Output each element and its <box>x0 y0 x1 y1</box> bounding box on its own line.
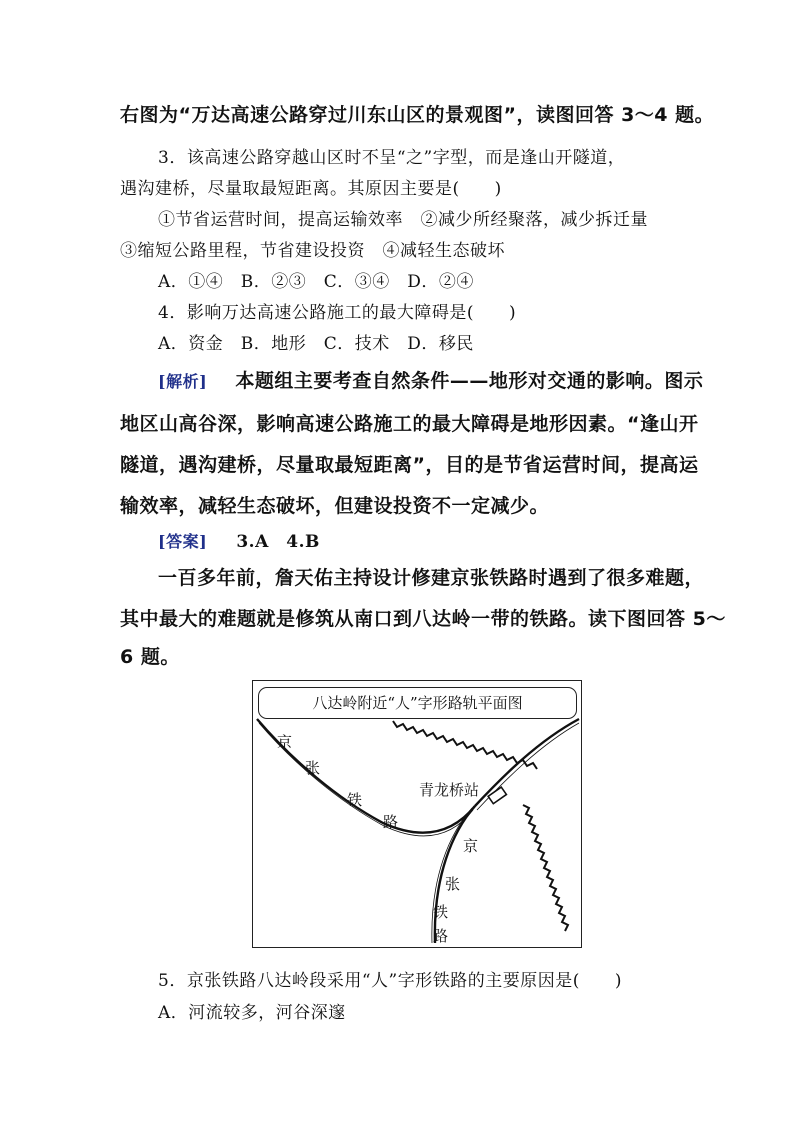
q3-options-line-1: ①节省运营时间，提高运输效率 ②减少所经聚落，减少拆迁量 <box>158 210 648 230</box>
intro-line: 右图为“万达高速公路穿过川东山区的景观图”，读图回答 3～4 题。 <box>120 104 715 126</box>
railway-main-right <box>475 719 579 806</box>
map-lower-char-4: 路 <box>433 927 449 945</box>
passage2-line-1: 一百多年前，詹天佑主持设计修建京张铁路时遇到了很多难题， <box>158 567 705 589</box>
q3-stem-line-2: 遇沟建桥，尽量取最短距离。其原因主要是( ) <box>120 179 502 199</box>
map-left-char-3: 铁 <box>347 791 363 809</box>
q5-stem: 5．京张铁路八达岭段采用“人”字形铁路的主要原因是( ) <box>158 971 622 991</box>
map-lower-char-3: 铁 <box>433 903 449 921</box>
map-station-label: 青龙桥站 <box>419 781 480 799</box>
answer-line <box>158 527 320 552</box>
map-title: 八达岭附近“人”字形路轨平面图 <box>258 687 577 719</box>
answer-text: 3.A 4.B <box>236 532 320 552</box>
analysis-line-4: 输效率，减轻生态破坏，但建设投资不一定减少。 <box>120 495 550 517</box>
analysis-line-1 <box>158 366 703 393</box>
q4-choices: A．资金 B．地形 C．技术 D．移民 <box>158 334 474 354</box>
analysis-line-2: 地区山高谷深，影响高速公路施工的最大障碍是地形因素。“逢山开 <box>120 413 699 435</box>
analysis-text-1: 本题组主要考查自然条件——地形对交通的影响。图示 <box>235 370 704 392</box>
q4-stem: 4．影响万达高速公路施工的最大障碍是( ) <box>158 303 517 323</box>
analysis-line-3: 隧道，遇沟建桥，尽量取最短距离”，目的是节省运营时间，提高运 <box>120 454 699 476</box>
tunnel-upper <box>393 721 537 769</box>
answer-tag: [答案] <box>158 532 208 551</box>
map-left-char-4: 路 <box>383 813 399 831</box>
map-lower-char-2: 张 <box>445 875 461 893</box>
railway-map-figure <box>252 680 582 948</box>
analysis-tag: [解析] <box>158 372 208 391</box>
map-left-char-2: 张 <box>305 759 321 777</box>
q3-stem-line-1: 3．该高速公路穿越山区时不呈“之”字型，而是逢山开隧道， <box>158 148 626 168</box>
tunnel-right <box>523 805 568 931</box>
map-left-char-1: 京 <box>277 733 293 751</box>
passage2-line-3: 6 题。 <box>120 646 180 668</box>
q5-choice-a: A．河流较多，河谷深邃 <box>158 1003 346 1023</box>
q3-options-line-2: ③缩短公路里程，节省建设投资 ④减轻生态破坏 <box>120 241 505 261</box>
passage2-line-2: 其中最大的难题就是修筑从南口到八达岭一带的铁路。读下图回答 5～ <box>120 608 726 630</box>
map-lower-char-1: 京 <box>463 837 479 855</box>
q3-choices: A．①④ B．②③ C．③④ D．②④ <box>158 272 474 292</box>
railway-map-svg <box>253 681 583 949</box>
